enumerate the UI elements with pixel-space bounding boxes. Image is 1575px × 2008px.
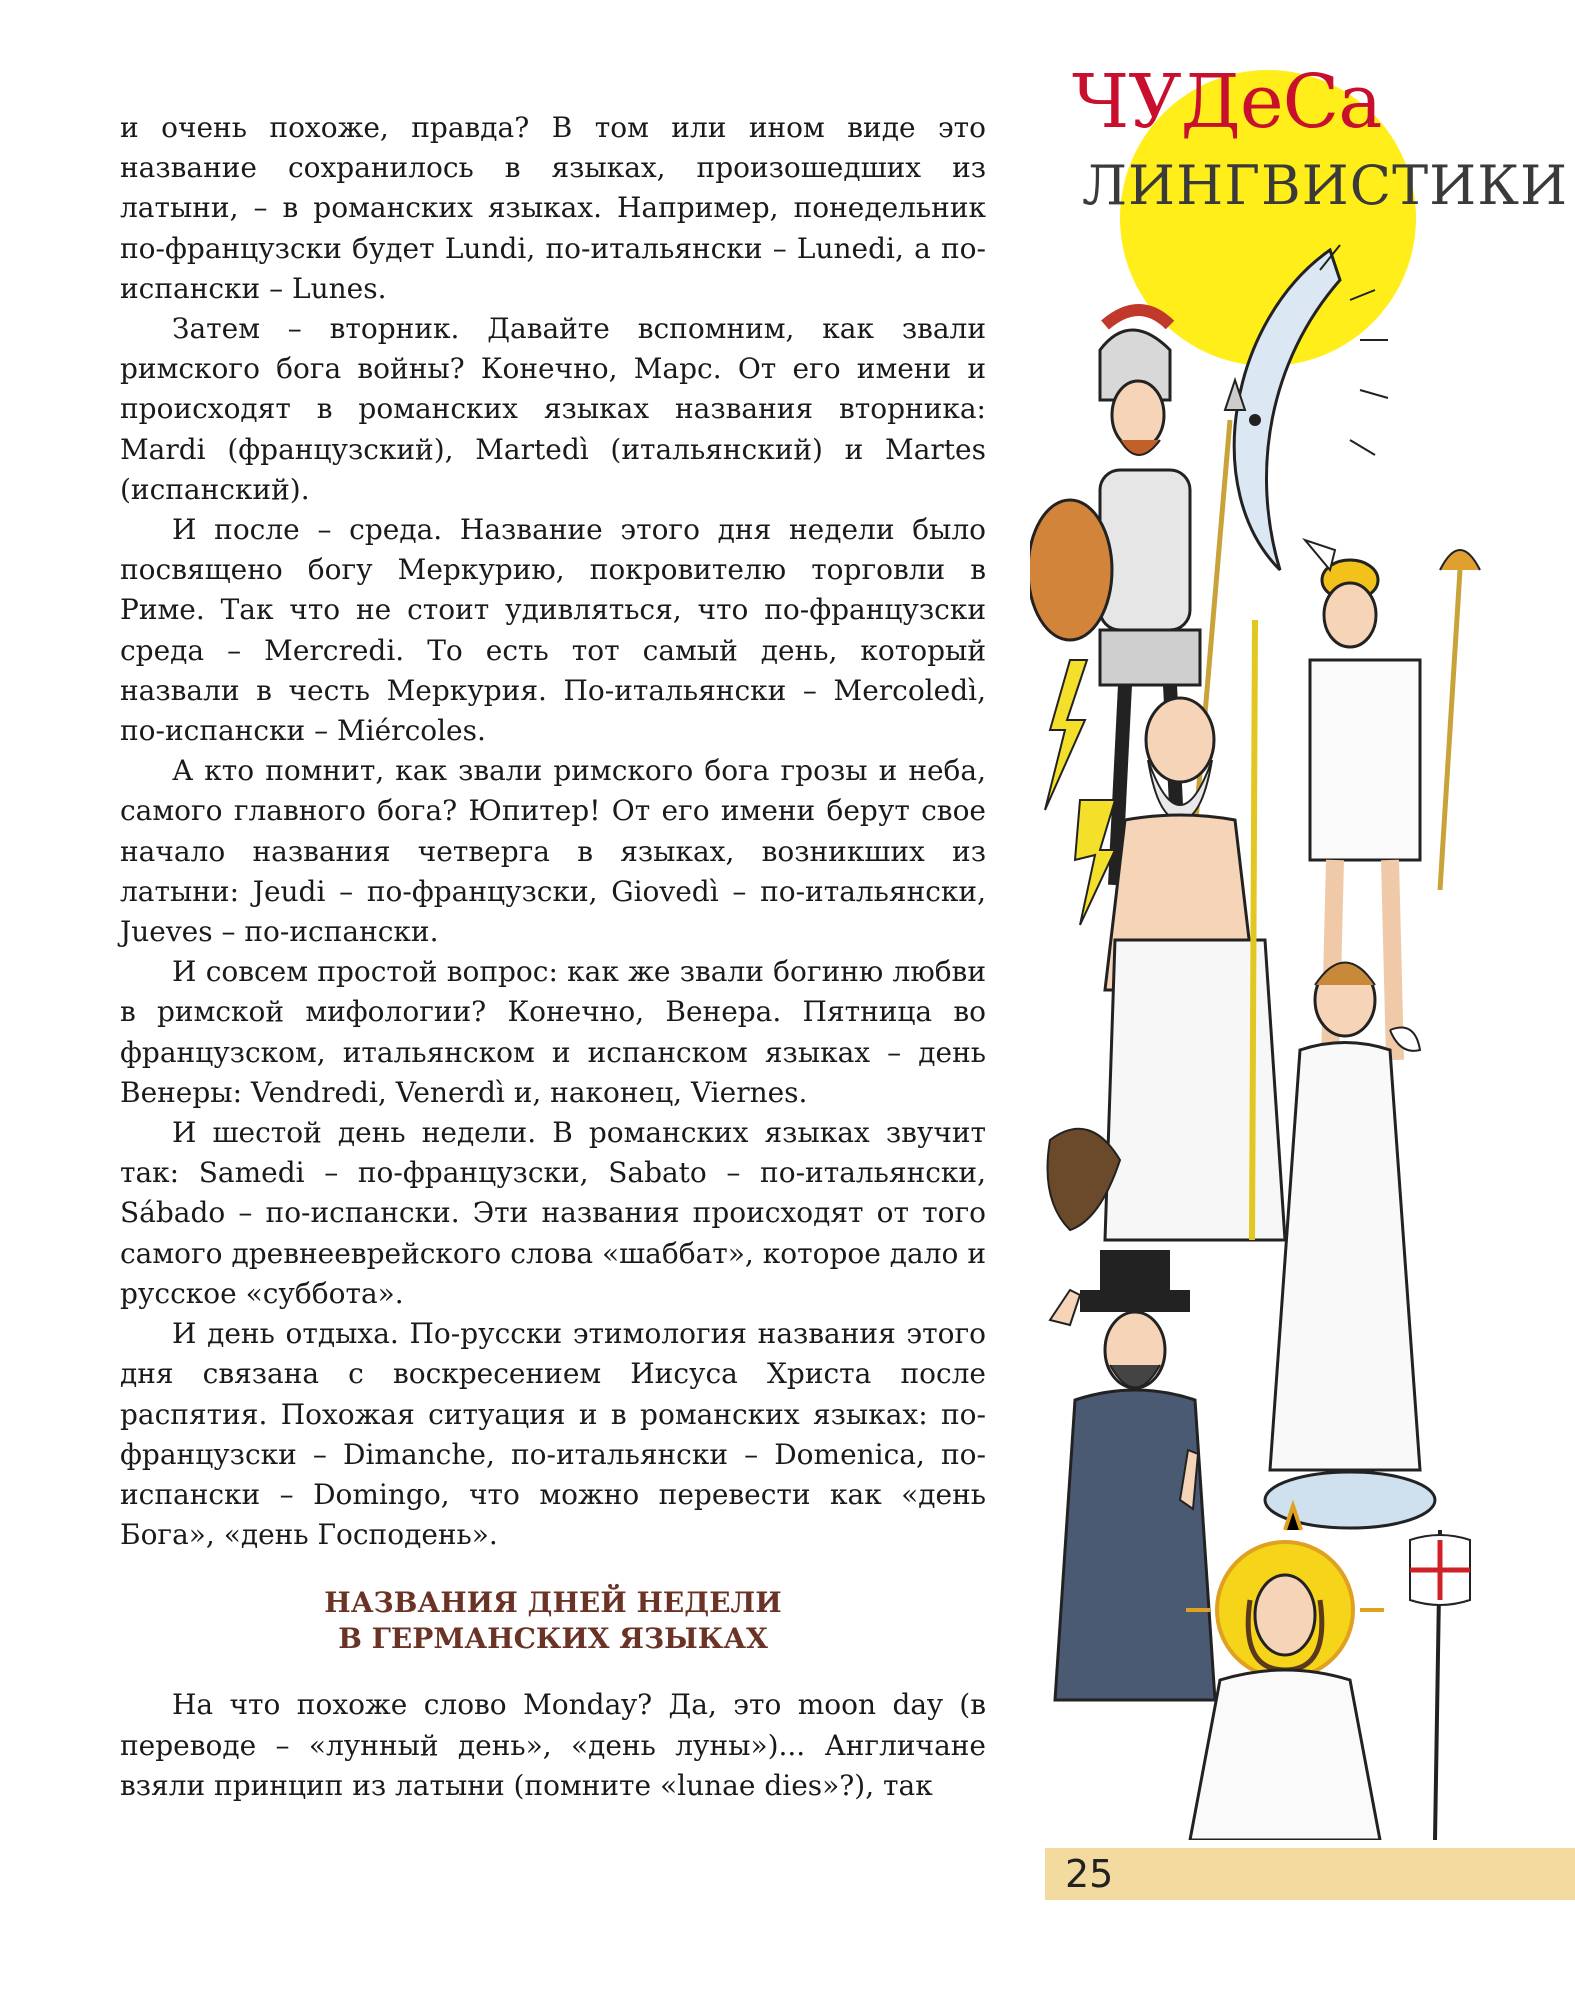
section-heading-line1: НАЗВАНИЯ ДНЕЙ НЕДЕЛИ: [324, 1586, 782, 1620]
section-heading: [120, 1585, 986, 1657]
section-heading-line2: В ГЕРМАНСКИХ ЯЗЫКАХ: [338, 1622, 768, 1656]
paragraph-wednesday: И после – среда. Название этого дня недели было посвящено богу Меркурию, покровителю торговли в Риме. Так что не стоит удивляться, что по-французски среда – Mercredi. То есть тот самый день, который назвали в честь Меркурия. По-итальянски – Mercoledì, по-испански – Miércoles.: [120, 513, 986, 748]
article-body: [120, 108, 986, 1806]
logo-title-line2: ЛИНГВИСТИКИ: [1082, 154, 1569, 217]
paragraph-friday: И совсем простой вопрос: как же звали богиню любви в римской мифологии? Конечно, Венера. Пятница во французском, итальянском и испанском языках – день Венеры: Vendredi, Venerdì и, наконец, Viernes.: [120, 955, 986, 1109]
paragraph-saturday: И шестой день недели. В романских языках звучит так: Samedi – по-французски, Sabato – по-итальянски, Sábado – по-испански. Эти названия происходят от того самого древнееврейского слова «шаббат», которое дало и русское «суббота».: [120, 1116, 986, 1310]
paragraph-tuesday: Затем – вторник. Давайте вспомним, как звали римского бога войны? Конечно, Марс. От его имени и происходят в романских языках названия вторника: Mardi (французский), Martedì (итальянский) и Martes (испанский).: [120, 312, 986, 506]
moon-figure: [1234, 245, 1388, 570]
gods-illustration: [1030, 240, 1530, 1840]
logo-title-line1: ЧУДеСа: [1072, 59, 1382, 145]
mars-figure: [1030, 310, 1245, 890]
venus-figure: [1265, 963, 1435, 1529]
paragraph-monday: и очень похоже, правда? В том или ином виде это название сохранилось в языках, произошедших из латыни, – в романских языках. Например, понедельник по-французски будет Lundi, по-итальянски – Lunedi, а по-испански – Lunes.: [120, 111, 986, 305]
paragraph-thursday: А кто помнит, как звали римского бога грозы и неба, самого главного бога? Юпитер! От его имени берут свое начало названия четверга в языках, возникших из латыни: Jeudi – по-французски, Giovedì – по-итальянски, Jueves – по-испански.: [120, 754, 986, 949]
paragraph-germanic-intro: На что похоже слово Monday? Да, это moon day (в переводе – «лунный день», «день луны»)... Англичане взяли принцип из латыни (помните «lunae dies»?), так: [120, 1688, 986, 1802]
paragraph-sunday: И день отдыха. По-русски этимология названия этого дня связана с воскресением Иисуса Христа после распятия. Похожая ситуация и в романских языках: по-французски – Dimanche, по-итальянски – Domenica, по-испански – Domingo, что можно перевести как «день Бога», «день Господень».: [120, 1317, 986, 1552]
page-number: 25: [1065, 1852, 1114, 1896]
page-number-bar: [1045, 1848, 1575, 1900]
